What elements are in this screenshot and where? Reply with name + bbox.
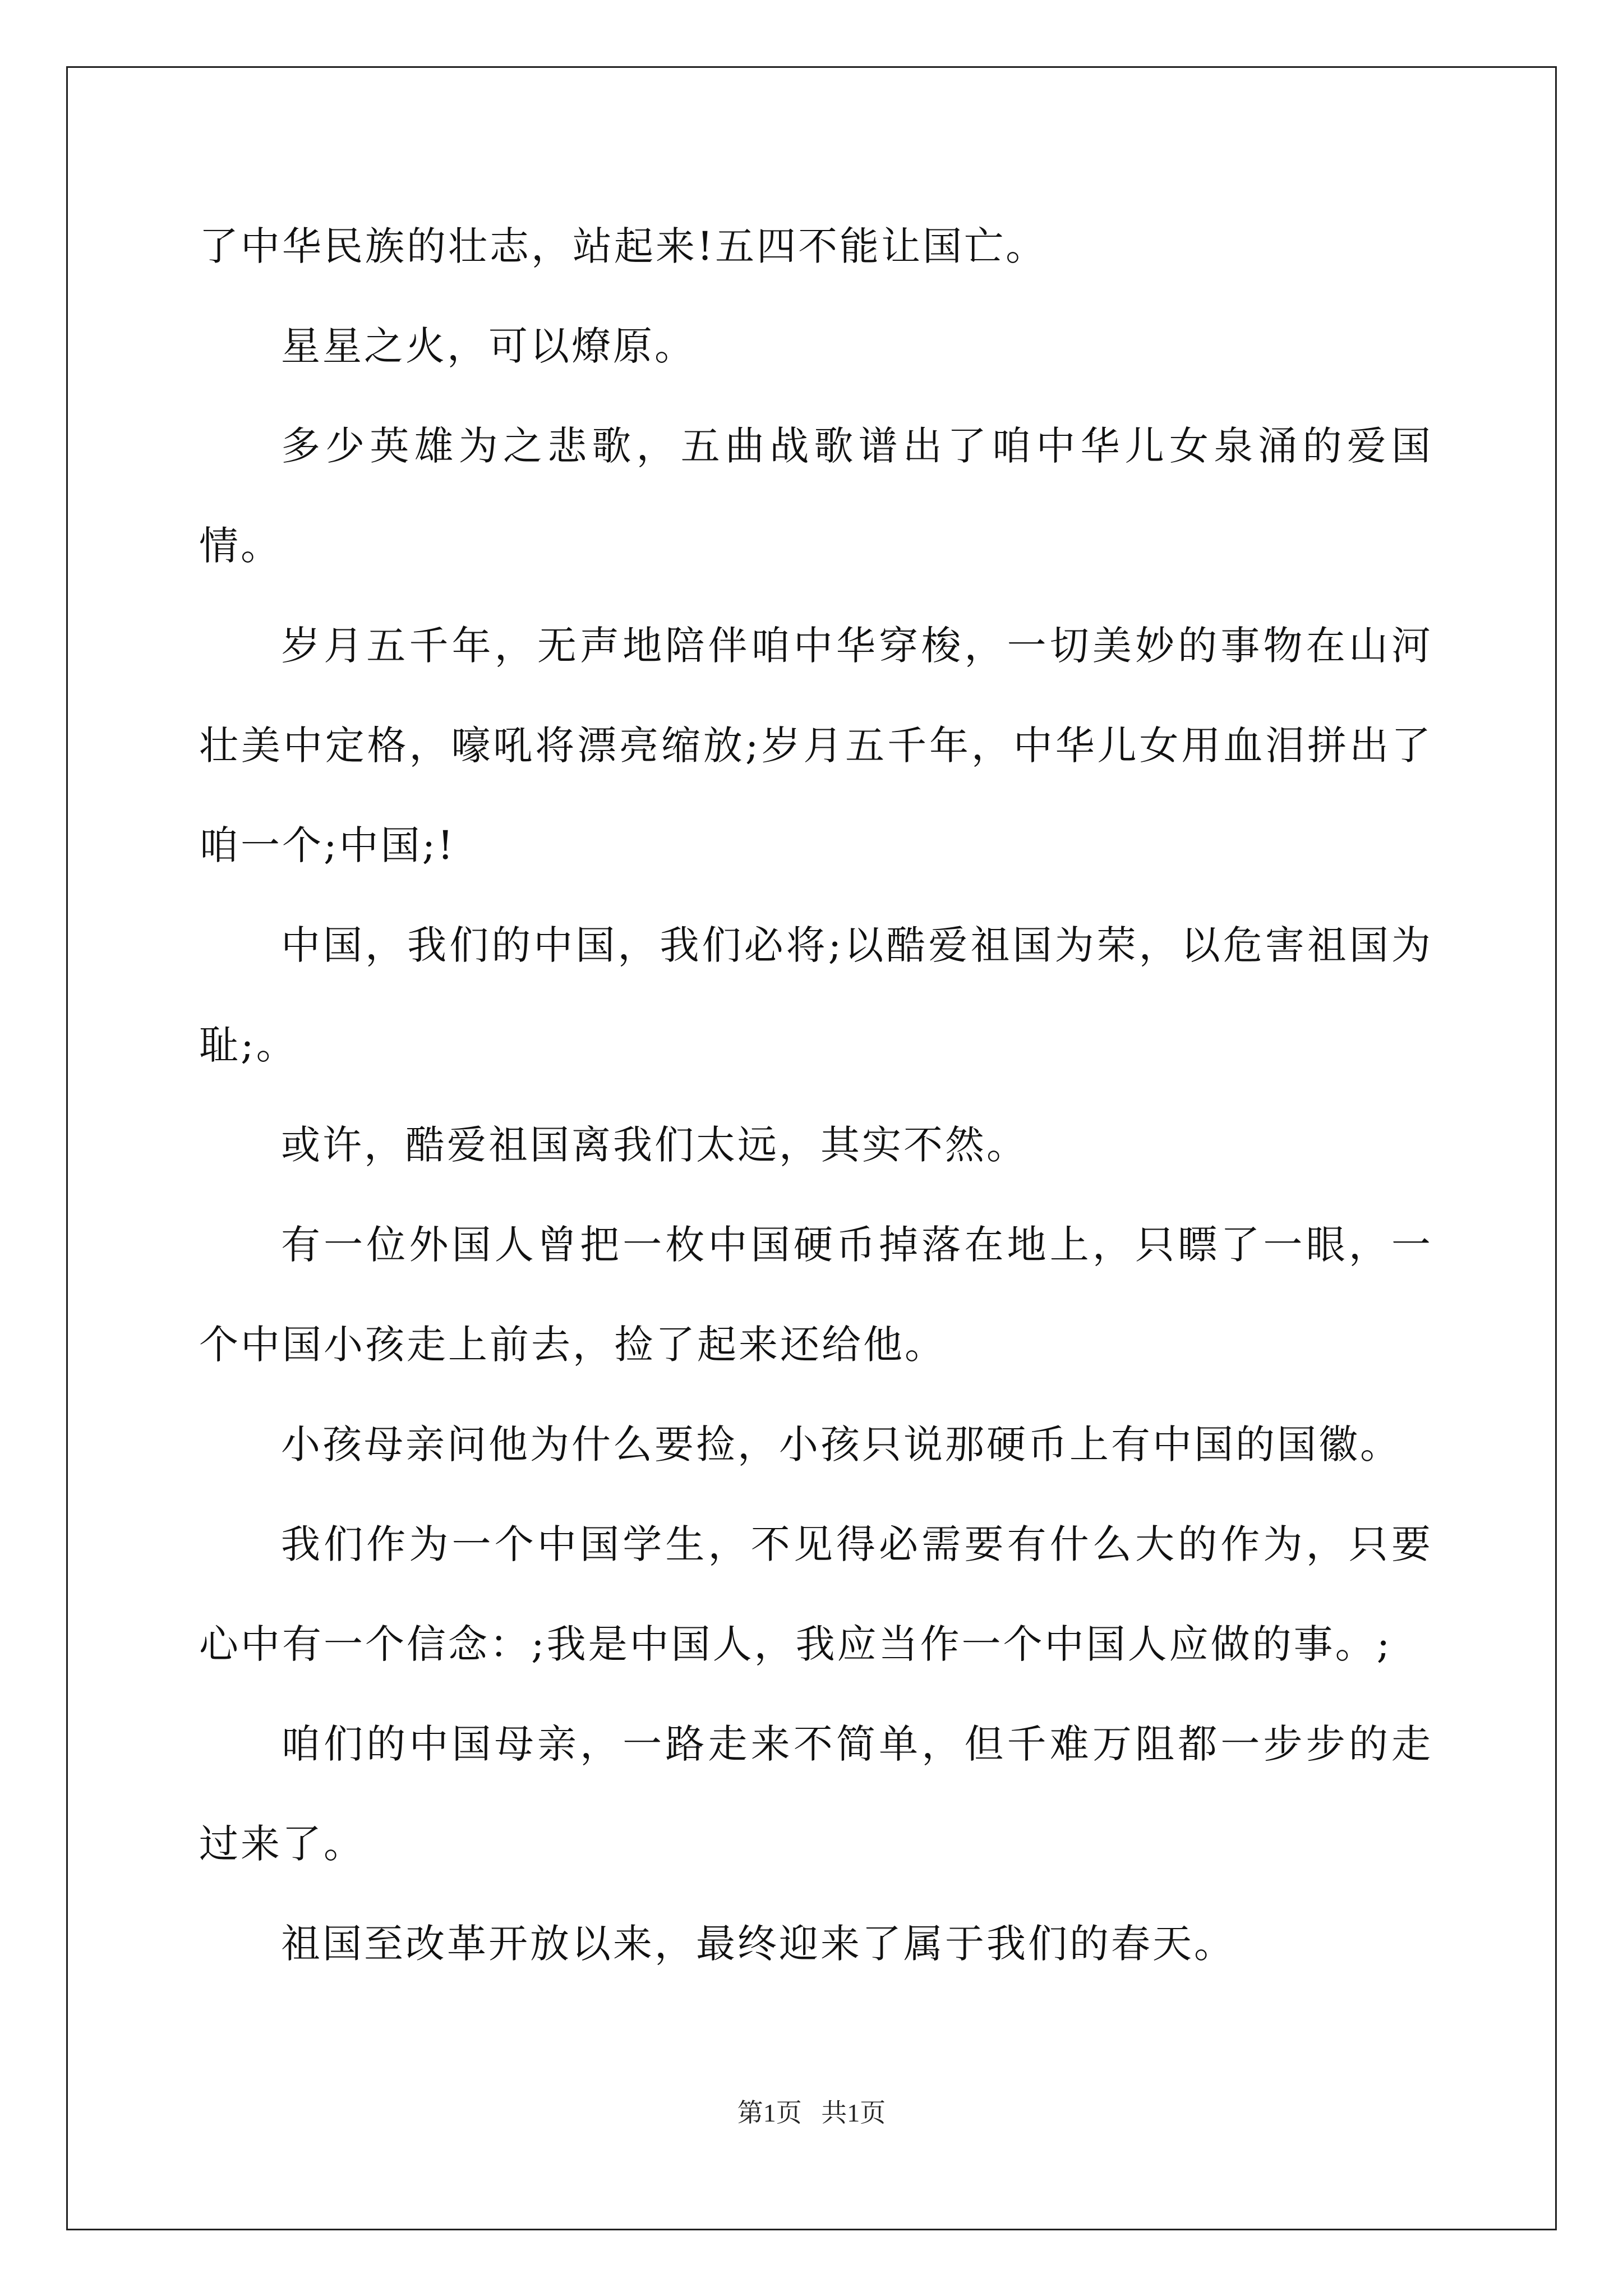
paragraph-10: 咱们的中国母亲，一路走来不简单，但千难万阻都一步步的走过来了。 [199,1721,1433,1867]
paragraph-6: 或许，酷爱祖国离我们太远，其实不然。 [281,1122,1028,1168]
paragraph-5: 中国，我们的中国，我们必将;以酷爱祖国为荣，以危害祖国为耻;。 [199,922,1433,1068]
paragraph-8: 小孩母亲问他为什么要捡，小孩只说那硬币上有中国的国徽。 [281,1421,1401,1467]
page-number-footer: 第1页 共1页 [737,2099,886,2127]
paragraph-1: 了中华民族的壮志，站起来!五四不能让国亡。 [199,223,1048,269]
paragraph-4: 岁月五千年，无声地陪伴咱中华穿梭，一切美妙的事物在山河壮美中定格，嚎吼将漂亮缩放;岁月五千年，中华儿女用血泪拼出了咱一个;中国;! [199,623,1433,868]
paragraph-11: 祖国至改革开放以来，最终迎来了属于我们的春天。 [281,1921,1235,1967]
paragraph-7: 有一位外国人曾把一枚中国硬币掉落在地上，只瞟了一眼，一个中国小孩走上前去，捡了起来还给他。 [199,1222,1433,1368]
paragraph-9: 我们作为一个中国学生，不见得必需要有什么大的作为，只要心中有一个信念：;我是中国人，我应当作一个中国人应做的事。; [199,1521,1433,1667]
paragraph-3: 多少英雄为之悲歌，五曲战歌谱出了咱中华儿女泉涌的爱国情。 [199,423,1433,569]
document-body [199,196,1433,1994]
paragraph-2: 星星之火，可以燎原。 [281,323,696,369]
